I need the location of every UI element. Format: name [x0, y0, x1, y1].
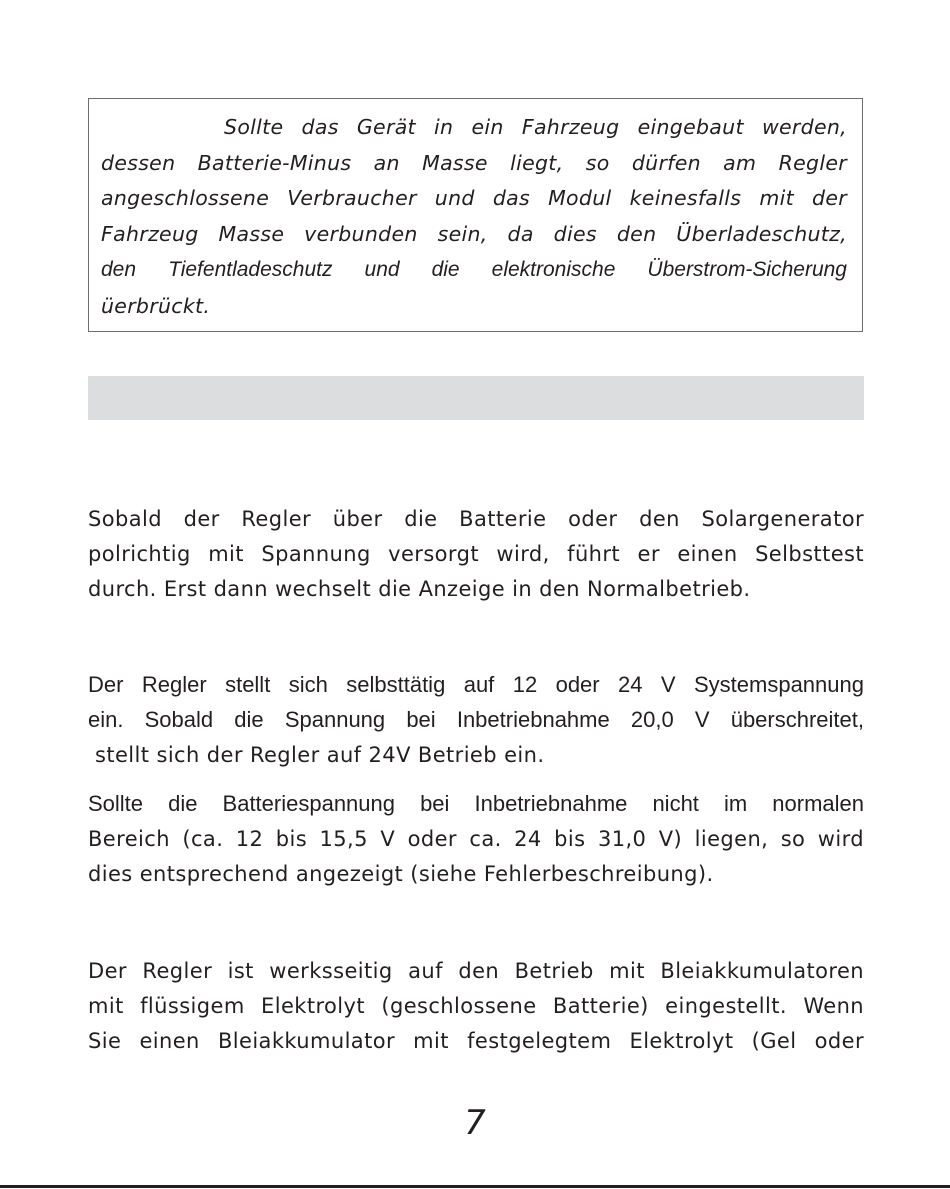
note-line: dessen Batterie-Minus an Masse liegt, so dürfen am Regler [101, 151, 847, 175]
paragraph-line: durch. Erst dann wechselt die Anzeige in den Normalbetrieb. [88, 577, 751, 601]
paragraph-line: polrichtig mit Spannung versorgt wird, führt er einen Selbsttest [88, 542, 864, 566]
page-bottom-rule [0, 1185, 950, 1188]
note-line: üerbrückt. [101, 294, 211, 318]
paragraph-line: mit flüssigem Elektrolyt (geschlossene Batterie) eingestellt. Wenn [88, 994, 864, 1018]
paragraph-line: Sollte die Batteriespannung bei Inbetriebnahme nicht im normalen [88, 791, 864, 816]
paragraph-line: dies entsprechend angezeigt (siehe Fehlerbeschreibung). [88, 862, 714, 886]
paragraph-line: Sobald der Regler über die Batterie oder den Solargenerator [88, 507, 864, 531]
paragraph-line: ein. Sobald die Spannung bei Inbetriebnahme 20,0 V überschreitet, [88, 707, 864, 732]
paragraph-line: stellt sich der Regler auf 24V Betrieb ein. [95, 743, 545, 767]
note-line: den Tiefentladeschutz und die elektronische Überstrom-Sicherung [101, 258, 847, 281]
paragraph-line: Bereich (ca. 12 bis 15,5 V oder ca. 24 bis 31,0 V) liegen, so wird [88, 827, 864, 851]
page-number: 7 [464, 1103, 486, 1143]
paragraph-line: Der Regler stellt sich selbsttätig auf 12 oder 24 V Systemspannung [88, 672, 864, 697]
note-line: Sollte das Gerät in ein Fahrzeug eingebaut werden, [224, 115, 847, 139]
paragraph-line: Der Regler ist werksseitig auf den Betrieb mit Bleiakkumulatoren [88, 959, 864, 983]
note-line: angeschlossene Verbraucher und das Modul keinesfalls mit der [101, 186, 847, 210]
note-line: Fahrzeug Masse verbunden sein, da dies den Überladeschutz, [101, 222, 847, 246]
paragraph-line: Sie einen Bleiakkumulator mit festgelegtem Elektrolyt (Gel oder [88, 1029, 864, 1053]
section-heading-bar [88, 376, 864, 420]
